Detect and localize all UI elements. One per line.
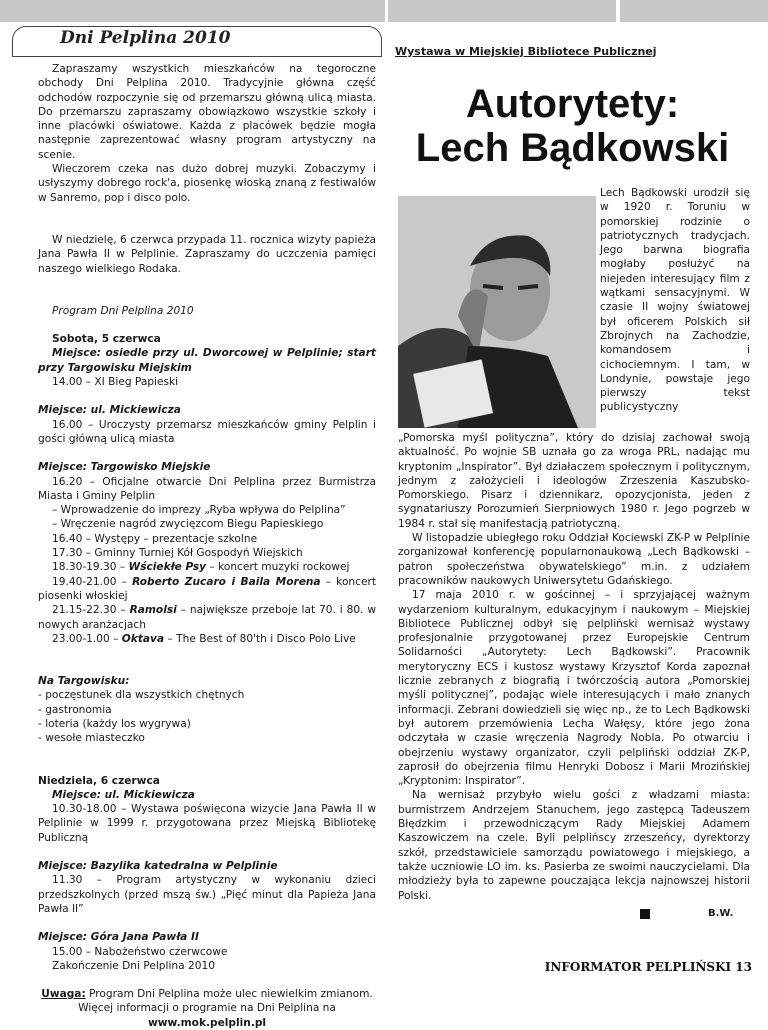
portrait-photo (398, 196, 596, 428)
article-paragraph: 17 maja 2010 r. w gościnnej – i sprzyjającej ważnym wydarzeniom kulturalnym, edukacyjnym i naukowym – Miejskiej Bibliotece Publicznej odbył się pelpliński wernisaż wystawy profesjonalnie przygotowanej przez Europejskie Centrum Solidarności „Autorytety: Lech Bądkowski”. Pracownik merytoryczny ECS i kustosz wystawy Krzysztof Korda zapoznał licznie zebranych z biografią i twórczością autora „Pomorskiej myśli politycznej”, podając wiele interesujących i mało znanych informacji. Zebrani dowiedzieli się więc np., że to Lech Bądkowski był autorem przemówienia Lecha Wałęsy, które jego żona odczytała w czasie wręczenia Nagrody Nobla. Po otwarciu i obejrzeniu wystawy organizator, czyli pelpliński oddział ZK-P, zaprosił do obejrzenia filmu Henryki Dobosz i Marii Mrozińskiej „Kryptonim: Inspirator”. (398, 589, 750, 788)
top-bar (0, 0, 768, 22)
article-paragraph: W listopadzie ubiegłego roku Oddział Kociewski ZK-P w Pelplinie zorganizował konferencję popularnonaukową „Lech Bądkowski – patron społeczeństwa obywatelskiego” m.in. z udziałem pracowników naukowych Uniwersytetu Gdańskiego. (398, 532, 750, 587)
event-item: 17.30 – Gminny Turniej Kół Gospodyń Wiejskich (52, 547, 303, 560)
market-item: - wesołe miasteczko (38, 732, 145, 745)
event-item: 14.00 – XI Bieg Papieski (52, 376, 179, 389)
market-title: Na Targowisku: (38, 675, 130, 688)
event-item: 18.30-19.30 – Wściekłe Psy – koncert muzyki rockowej (52, 561, 350, 574)
article-paragraph: „Pomorska myśl polityczna”, który do dzisiaj zachował swoją aktualność. Po wojnie SB uznała go za wroga PRL, nadając mu kryptonim „Inspirator”. Był działaczem społecznym i politycznym, jednym z założycieli i ideologów Zrzeszenia Kaszubsko-Pomorskiego. Pisarz i dziennikarz, opozycjonista, jeden z sygnatariuszy Porozumień Sierpniowych 1980 r. Jego pogrzeb w 1984 r. stał się manifestacją patriotyczną. (398, 432, 750, 530)
intro-paragraph: Wieczorem czeka nas dużo dobrej muzyki. Zobaczymy i usłyszymy dobrego rock'a, piosenkę włoską znaną z festiwalów w Sanremo, pop i disco polo. (38, 163, 376, 204)
saturday-date: Sobota, 5 czerwca (52, 333, 161, 346)
market-item: - loteria (każdy los wygrywa) (38, 717, 191, 730)
top-bar-segment (0, 0, 385, 22)
event-item: 10.30-18.00 – Wystawa poświęcona wizycie Jana Pawła II w Pelplinie w 1999 r. przygotowana przez Miejską Bibliotekę Publiczną (38, 803, 376, 844)
event-place: Miejsce: Góra Jana Pawła II (38, 931, 199, 944)
event-item: 19.40-21.00 – Roberto Zucaro i Baila Morena – koncert piosenki włoskiej (38, 575, 376, 602)
exhibition-kicker: Wystawa w Miejskiej Bibliotece Publicznej (395, 45, 657, 58)
box-title: Dni Pelplina 2010 (60, 28, 231, 48)
intro-paragraph: Zapraszamy wszystkich mieszkańców na tegoroczne obchody Dni Pelplina 2010. Tradycyjnie główna część odchodów rozpoczynie się od przemarszu główną ulicą miasta. Do przemarszu zapraszamy obowiązkowo wszystkie szkoły i inne placówki oświatowe. Każda z placówek będzie mogła następnie zaprezentować własny program artystyczny na scenie. (38, 63, 376, 161)
event-item: – Wręczenie nagród zwycięzcom Biegu Papieskiego (52, 518, 324, 531)
event-item: 16.20 – Oficjalne otwarcie Dni Pelplina przez Burmistrza Miasta i Gminy Pelplin (38, 475, 376, 502)
event-item: 16.00 – Uroczysty przemarsz mieszkańców gminy Pelplin i gości główną ulicą miasta (38, 418, 376, 445)
top-bar-segment (388, 0, 616, 22)
event-item: – Wprowadzenie do imprezy „Ryba wpływa do Pelplina” (52, 504, 346, 517)
event-item: 21.15-22.30 – Ramolsi – największe przeboje lat 70. i 80. w nowych aranżacjach (38, 604, 376, 631)
note-label: Uwaga: (41, 988, 86, 1001)
event-place: Miejsce: osiedle przy ul. Dworcowej w Pelplinie; start przy Targowisku Miejskim (38, 347, 376, 374)
event-place: Miejsce: ul. Mickiewicza (52, 788, 195, 801)
note-line: Uwaga: Program Dni Pelplina może ulec niewielkim zmianom. (41, 988, 373, 1001)
note-line: Więcej informacji o programie na Dni Pelplina na (78, 1002, 336, 1015)
event-item: Zakończenie Dni Pelplina 2010 (52, 959, 215, 972)
end-mark-icon (640, 909, 650, 919)
headline (395, 82, 750, 170)
box-divider (12, 56, 382, 57)
program-column (38, 62, 376, 1030)
top-bar-segment (620, 0, 768, 22)
event-item: 16.40 – Występy – prezentacje szkolne (52, 532, 258, 545)
author-initials: B.W. (708, 908, 734, 919)
event-place: Miejsce: ul. Mickiewicza (38, 404, 181, 417)
sunday-date: Niedziela, 6 czerwca (38, 774, 160, 787)
article-intro: Lech Bądkowski urodził się w 1920 r. Toruniu w pomorskiej rodzinie o patriotycznych tradycjach. Jego barwna biografia mogłaby posłużyć na niejeden interesujący film z wątkami sensacyjnymi. W czasie II wojny światowej był oficerem Polskich sił Zbrojnych na Zachodzie, komandosem i cichociemnym. I tam, w Londynie, powstaje jego pierwszy tekst publicystyczny (600, 187, 750, 414)
market-item: - gastronomia (38, 703, 112, 716)
event-item: 11.30 – Program artystyczny w wykonaniu dzieci przedszkolnych (przed mszą św.) „Pięć minut dla Papieża Jana Pawła II” (38, 874, 376, 915)
program-title: Program Dni Pelplina 2010 (52, 304, 194, 317)
market-item: - poczęstunek dla wszystkich chętnych (38, 689, 245, 702)
event-item: 23.00-1.00 – Oktava – The Best of 80'th i Disco Polo Live (52, 632, 356, 645)
article-body (398, 431, 750, 903)
page-footer: INFORMATOR PELPLIŃSKI 13 (544, 960, 752, 974)
event-place: Miejsce: Bazylika katedralna w Pelplinie (38, 860, 278, 873)
event-item: 15.00 – Nabożeństwo czerwcowe (52, 945, 228, 958)
headline-line: Lech Bądkowski (415, 126, 730, 170)
article-paragraph: Na wernisaż przybyło wielu gości z władzami miasta: burmistrzem Andrzejem Stanuchem, jego zastępcą Tadeuszem Błędzkim i przewodniczącym Rady Miejskiej Adamem Kaszowiczem na czele. Byli pelplińscy zrzeszeńcy, dyrektorzy szkół, przedstawiciele samorządu powiatowego i miejskiego, a także uczniowie LO im. ks. Pasierba ze swoimi nauczycielami. Dla młodzieży była to zapewne pouczająca lekcja najnowszej historii Polski. (398, 789, 750, 902)
event-place: Miejsce: Targowisko Miejskie (38, 461, 211, 474)
website-link[interactable]: www.mok.pelplin.pl (147, 1016, 267, 1029)
pope-paragraph: W niedzielę, 6 czerwca przypada 11. rocznica wizyty papieża Jana Pawła II w Pelplinie. Zapraszamy do uczczenia pamięci naszego wielkiego Rodaka. (38, 233, 376, 275)
headline-line: Autorytety: (465, 82, 680, 126)
